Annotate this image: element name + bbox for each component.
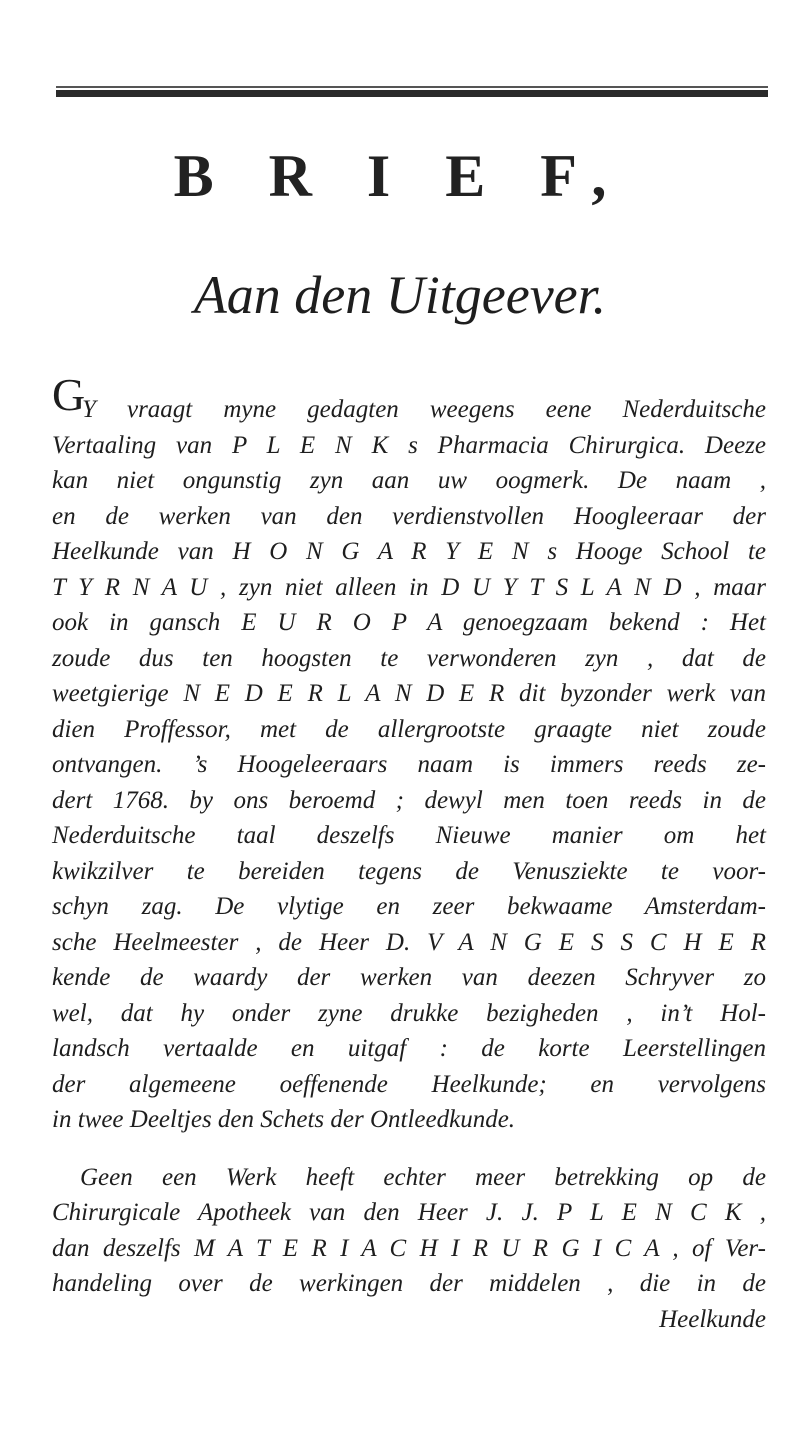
text-line: dan deszelfs M A T E R I A C H I R U R G I C A , of Ver-	[52, 1234, 766, 1262]
text-line: Y vraagt myne gedagten weegens eene Nederduitsche	[82, 396, 766, 423]
text-line: landsch vertaalde en uitgaf : de korte Leerstellingen	[52, 1035, 766, 1062]
text-line: handeling over de werkingen der middelen , die in de	[52, 1270, 766, 1297]
text-line: Heelkunde	[659, 1305, 766, 1333]
paragraph-2	[52, 1160, 766, 1338]
text-line: Vertaaling van P L E N K s Pharmacia Chirurgica. Deeze	[52, 431, 766, 459]
text-line: kwikzilver te bereiden tegens de Venusziekte te voor-	[52, 857, 766, 885]
title-text: B R I E F,	[173, 143, 627, 209]
text-line: dien Proffessor, met de allergrootste graagte niet zoude	[52, 715, 766, 743]
text-line: Geen een Werk heeft echter meer betrekking op de	[80, 1163, 766, 1191]
drop-cap: G	[52, 369, 86, 420]
text-line: schyn zag. De vlytige en zeer bekwaame Amsterdam-	[52, 893, 766, 920]
text-line: sche Heelmeester , de Heer D. V A N G E S S C H E R	[52, 928, 766, 956]
text-line: weetgierige N E D E R L A N D E R dit byzonder werk van	[52, 680, 766, 707]
text-line: T Y R N A U , zyn niet alleen in D U Y T S L A N D , maar	[52, 573, 766, 601]
text-line: en de werken van den verdienstvollen Hoogleeraar der	[52, 502, 766, 530]
text-line: kan niet ongunstig zyn aan uw oogmerk. De naam ,	[52, 467, 766, 494]
text-line: wel, dat hy onder zyne drukke bezigheden , in’t Hol-	[52, 999, 766, 1027]
text-line: zoude dus ten hoogsten te verwonderen zyn , dat de	[52, 644, 766, 672]
text-line: ontvangen. ’s Hoogeleeraars naam is immers reeds ze-	[52, 751, 766, 778]
text-line: Heelkunde van H O N G A R Y E N s Hooge School te	[52, 538, 766, 565]
text-line: Nederduitsche taal deszelfs Nieuwe manier om het	[52, 822, 766, 849]
paragraph-1	[52, 392, 766, 1138]
header-ornament-rule	[56, 86, 768, 100]
text-line: der algemeene oeffenende Heelkunde; en vervolgens	[52, 1070, 766, 1098]
letter-body	[52, 392, 766, 1337]
page-subtitle: Aan den Uitgeever.	[193, 265, 607, 325]
text-line: Chirurgicale Apotheek van den Heer J. J. P L E N C K ,	[52, 1199, 766, 1226]
text-line: dert 1768. by ons beroemd ; dewyl men toen reeds in de	[52, 786, 766, 814]
text-line: in twee Deeltjes den Schets der Ontleedkunde.	[52, 1106, 516, 1133]
text-line: kende de waardy der werken van deezen Schryver zo	[52, 964, 766, 991]
text-line: ook in gansch E U R O P A genoegzaam bekend : Het	[52, 609, 766, 636]
page-title	[0, 142, 800, 211]
